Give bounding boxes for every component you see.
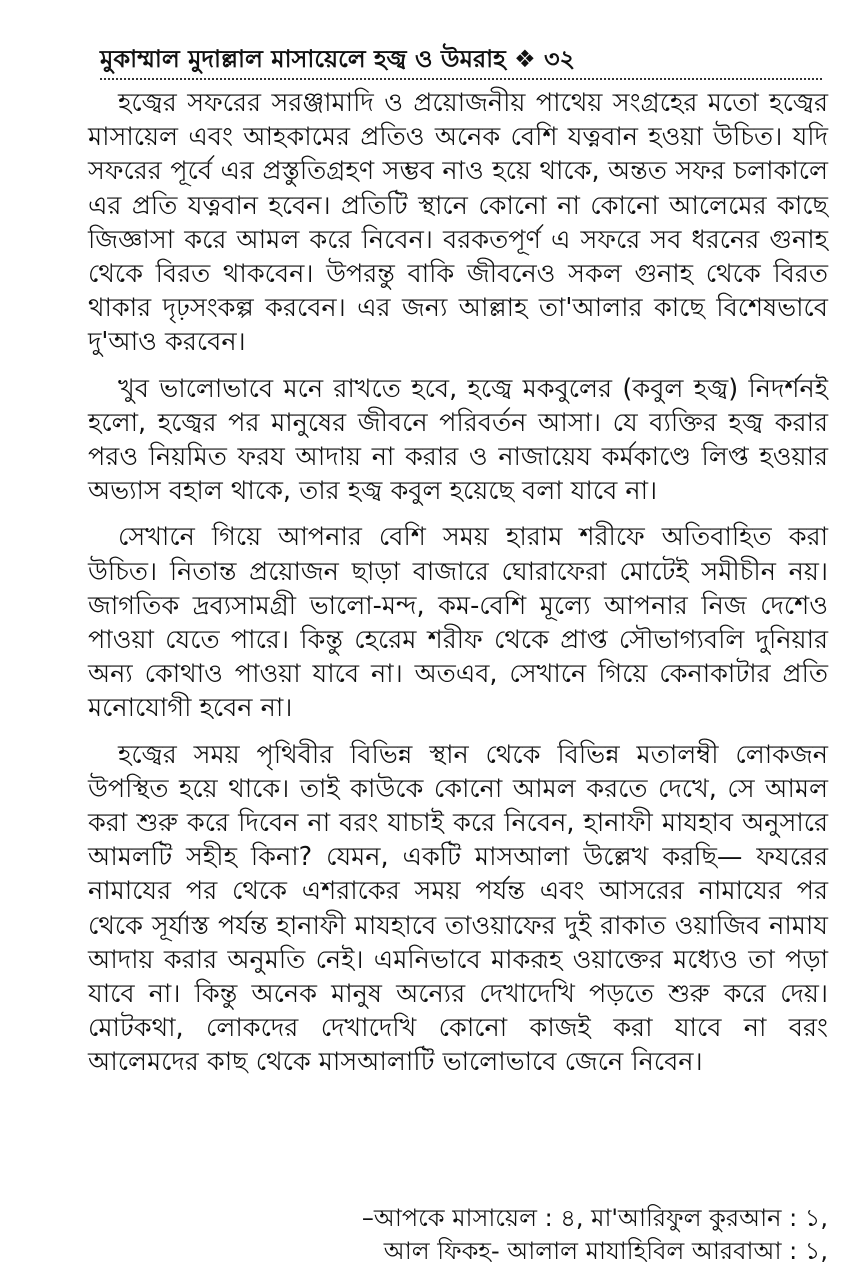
paragraph-1: হজ্বের সফরের সরঞ্জামাদি ও প্রয়োজনীয় পাথেয় সংগ্রহের মতো হজ্বের মাসায়েল এবং আহকামের প্রতিও অনেক বেশি যত্নবান হওয়া উচিত। যদি সফরের পূর্বে এর প্রস্তুতিগ্রহণ সম্ভব নাও হয়ে থাকে, অন্তত সফর চলাকালে এর প্রতি যত্নবান হবেন। প্রতিটি স্থানে কোনো না কোনো আলেমের কাছে জিজ্ঞাসা করে আমল করে নিবেন। বরকতপূর্ণ এ সফরে সব ধরনের গুনাহ থেকে বিরত থাকবেন। উপরন্তু বাকি জীবনেও সকল গুনাহ থেকে বিরত থাকার দৃঢ়সংকল্প করবেন। এর জন্য আল্লাহ তা'আলার কাছে বিশেষভাবে দু'আও করবেন। (88, 88, 828, 358)
body-text (88, 86, 828, 1092)
references (268, 1202, 828, 1268)
header-dotted-rule (100, 78, 822, 80)
paragraph-3: সেখানে গিয়ে আপনার বেশি সময় হারাম শরীফে অতিবাহিত করা উচিত। নিতান্ত প্রয়োজন ছাড়া বাজারে ঘোরাফেরা মোটেই সমীচীন নয়। জাগতিক দ্রব্যসামগ্রী ভালো-মন্দ, কম-বেশি মূল্যে আপনার নিজ দেশেও পাওয়া যেতে পারে। কিন্তু হেরেম শরীফ থেকে প্রাপ্ত সৌভাগ্যবলি দুনিয়ার অন্য কোথাও পাওয়া যাবে না। অতএব, সেখানে গিয়ে কেনাকাটার প্রতি মনোযোগী হবেন না। (88, 522, 828, 724)
reference-line-1: –আপকে মাসায়েল : ৪, মা'আরিফুল কুরআন : ১, (361, 1204, 828, 1232)
paragraph-4: হজ্বের সময় পৃথিবীর বিভিন্ন স্থান থেকে বিভিন্ন মতালম্বী লোকজন উপস্থিত হয়ে থাকে। তাই কাউকে কোনো আমল করতে দেখে, সে আমল করা শুরু করে দিবেন না বরং যাচাই করে নিবেন, হানাফী মাযহাব অনুসারে আমলটি সহীহ কিনা? যেমন, একটি মাসআলা উল্লেখ করছি— ফযরের নামাযের পর থেকে এশরাকের সময় পর্যন্ত এবং আসরের নামাযের পর থেকে সূর্যাস্ত পর্যন্ত হানাফী মাযহাবে তাওয়াফের দুই রাকাত ওয়াজিব নামায আদায় করার অনুমতি নেই। এমনিভাবে মাকরূহ ওয়াক্তের মধ্যেও তা পড়া যাবে না। কিন্তু অনেক মানুষ অন্যের দেখাদেখি পড়তে শুরু করে দেয়। মোটকথা, লোকদের দেখাদেখি কোনো কাজই করা যাবে না বরং আলেমদের কাছ থেকে মাসআলাটি ভালোভাবে জেনে নিবেন। (88, 739, 828, 1078)
paragraph-2: খুব ভালোভাবে মনে রাখতে হবে, হজ্বে মকবুলের (কবুল হজ্ব) নিদর্শনই হলো, হজ্বের পর মানুষের জীবনে পরিবর্তন আসা। যে ব্যক্তির হজ্ব করার পরও নিয়মিত ফরয আদায় না করার ও নাজায়েয কর্মকাণ্ডে লিপ্ত হওয়ার অভ্যাস বহাল থাকে, তার হজ্ব কবুল হয়েছে বলা যাবে না। (88, 373, 828, 507)
reference-line-2: আল ফিকহ- আলাল মাযাহিবিল আরবাআ : ১, (383, 1237, 828, 1265)
running-header: মুকাম্মাল মুদাল্লাল মাসায়েলে হজ্ব ও উমরাহ ❖ ৩২ (100, 45, 576, 73)
